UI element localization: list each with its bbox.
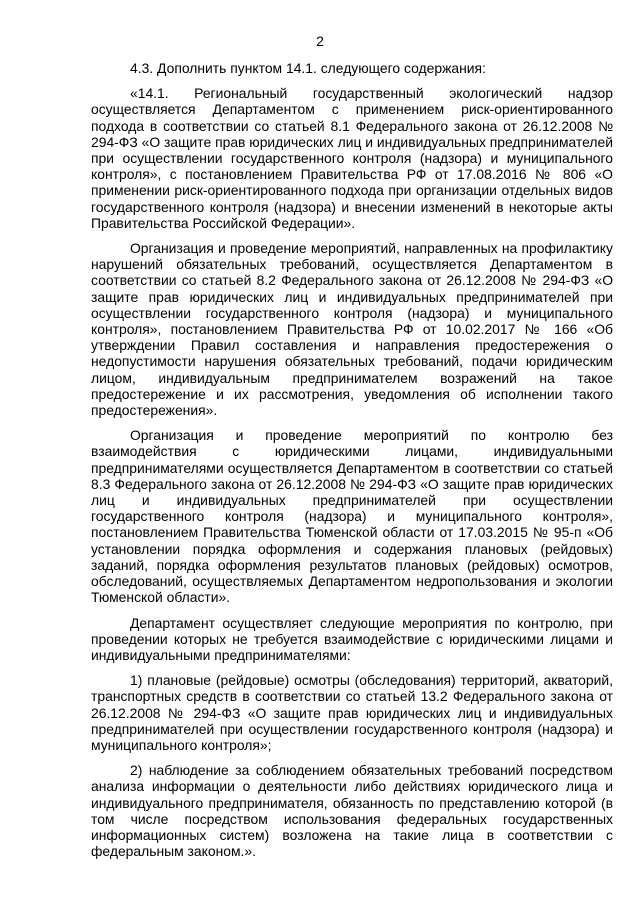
page-number: 2 — [316, 33, 324, 49]
paragraph-control-without-interaction: Организация и проведение мероприятий по контролю без взаимодействия с юридическими лицами, индивидуальными предпринимателями осуществляется Департаментом в соответствии со статьей 8.3 Федерального закона от 26.12.2008 № 294-ФЗ «О защите прав юридических лиц и индивидуальных предпринимателей при осуществлении государственного контроля (надзора) и муниципального контроля», постановлением Правительства Тюменской области от 17.03.2015 № 95-п «Об установлении порядка оформления и содержания плановых (рейдовых) заданий, порядка оформления результатов плановых (рейдовых) осмотров, обследований, осуществляемых Департаментом недропользования и экологии Тюменской области». — [91, 427, 613, 606]
list-item-compliance-monitoring: 2) наблюдение за соблюдением обязательных требований посредством анализа информации о деятельности либо действиях юридического лица и индивидуального предпринимателя, обязанность по представлению которой (в том числе посредством использования федеральных государственных информационных систем) возложена на такие лица в соответствии с федеральным законом.». — [91, 762, 613, 860]
paragraph-amendment-intro: 4.3. Дополнить пунктом 14.1. следующего содержания: — [130, 60, 486, 76]
paragraph-control-measures-intro: Департамент осуществляет следующие мероприятия по контролю, при проведении которых не требуется взаимодействие с юридическими лицами и индивидуальными предпринимателями: — [91, 614, 613, 663]
list-item-planned-inspections: 1) плановые (рейдовые) осмотры (обследования) территорий, акваторий, транспортных средств в соответствии со статьей 13.2 Федерального закона от 26.12.2008 № 294-ФЗ «О защите прав юридических лиц и индивидуальных предпринимателей при осуществлении государственного контроля (надзора) и муниципального контроля»; — [91, 672, 613, 753]
document-body — [91, 60, 613, 868]
paragraph-clause-14-1: «14.1. Региональный государственный экологический надзор осуществляется Департаментом с применением риск-ориентированного подхода в соответствии со статьей 8.1 Федерального закона от 26.12.2008 № 294-ФЗ «О защите прав юридических лиц и индивидуальных предпринимателей при осуществлении государственного контроля (надзора) и муниципального контроля», с постановлением Правительства РФ от 17.08.2016 № 806 «О применении риск-ориентированного подхода при организации отдельных видов государственного контроля (надзора) и внесении изменений в некоторые акты Правительства Российской Федерации». — [91, 85, 613, 231]
paragraph-prevention-measures: Организация и проведение мероприятий, направленных на профилактику нарушений обязательных требований, осуществляется Департаментом в соответствии со статьей 8.2 Федерального закона от 26.12.2008 № 294-ФЗ «О защите прав юридических лиц и индивидуальных предпринимателей при осуществлении государственного контроля (надзора) и муниципального контроля», постановлением Правительства РФ от 10.02.2017 № 166 «Об утверждении Правил составления и направления предостережения о недопустимости нарушения обязательных требований, подачи юридическим лицом, индивидуальным предпринимателем возражений на такое предостережение и их рассмотрения, уведомления об исполнении такого предостережения». — [91, 240, 613, 419]
